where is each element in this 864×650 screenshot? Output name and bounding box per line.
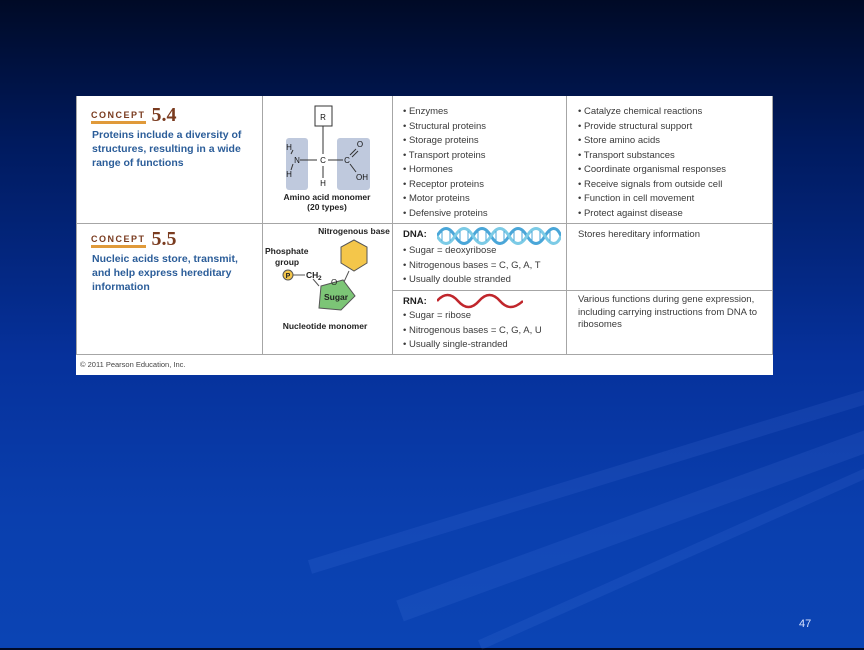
dna-properties-list (403, 244, 541, 288)
concept-table-panel (76, 96, 773, 375)
concept-number: 5.5 (151, 228, 177, 250)
list-item: • Provide structural support (578, 120, 726, 135)
nucleotide-diagram (263, 224, 392, 354)
list-item: • Storage proteins (403, 134, 488, 149)
background-streak (396, 395, 864, 621)
list-item: • Sugar = ribose (403, 309, 542, 324)
rna-strand-icon (437, 293, 523, 309)
r-label: R (320, 113, 326, 122)
ch2-subscript: 2 (318, 275, 322, 282)
list-item: • Transport substances (578, 149, 726, 164)
concept-5-4-header (91, 106, 177, 124)
rna-properties-list (403, 309, 542, 353)
concept-description: Nucleic acids store, transmit, and help express hereditary information (92, 253, 238, 293)
rna-function: Various functions during gene expression, including carrying instructions from DNA to ribosomes (578, 294, 757, 330)
list-item: • Structural proteins (403, 120, 488, 135)
concept-number: 5.4 (151, 104, 177, 126)
background-streak (308, 356, 864, 574)
list-item: • Nitrogenous bases = C, G, A, T (403, 259, 541, 274)
nitrogenous-base-hexagon (341, 240, 367, 271)
sugar-label: Sugar (323, 292, 349, 302)
grid-line (76, 354, 773, 355)
list-item: • Catalyze chemical reactions (578, 105, 726, 120)
c-carboxyl-label: C (344, 156, 350, 165)
nucleotide-caption: Nucleotide monomer (282, 321, 368, 331)
list-item: • Hormones (403, 163, 488, 178)
rna-heading: RNA: (403, 296, 427, 307)
list-item: • Transport proteins (403, 149, 488, 164)
n-label: N (294, 156, 300, 165)
list-item: • Coordinate organismal responses (578, 163, 726, 178)
list-item: • Receptor proteins (403, 178, 488, 193)
list-item: • Usually single-stranded (403, 338, 542, 353)
phosphate-label: Phosphate (265, 246, 309, 256)
list-item: • Nitrogenous bases = C, G, A, U (403, 324, 542, 339)
carboxyl-group-shading (337, 138, 370, 190)
concept-label: CONCEPT (91, 234, 146, 248)
list-item: • Usually double stranded (403, 273, 541, 288)
list-item: • Store amino acids (578, 134, 726, 149)
o-label: O (356, 140, 364, 149)
caption-line: Amino acid monomer (283, 192, 371, 202)
rna-cell (393, 291, 566, 354)
copyright-notice: © 2011 Pearson Education, Inc. (80, 360, 186, 369)
concept-label: CONCEPT (91, 110, 146, 124)
h-label: H (286, 143, 292, 152)
p-label: P (285, 273, 291, 280)
caption-line: (20 types) (307, 202, 347, 212)
oh-label: OH (356, 173, 368, 182)
protein-functions-list (578, 105, 726, 221)
h-label: H (320, 179, 326, 188)
list-item: • Enzymes (403, 105, 488, 120)
group-label: group (275, 257, 300, 267)
concept-description: Proteins include a diversity of structures, resulting in a wide range of functions (92, 129, 242, 169)
grid-line (76, 96, 77, 355)
nitrogenous-base-label: Nitrogenous base (318, 226, 390, 236)
list-item: • Sugar = deoxyribose (403, 244, 541, 259)
protein-types-list (403, 105, 488, 221)
list-item: • Protect against disease (578, 207, 726, 222)
dna-function: Stores hereditary information (578, 229, 700, 240)
list-item: • Defensive proteins (403, 207, 488, 222)
dna-helix-icon (437, 226, 561, 246)
o-label: O (331, 278, 338, 287)
dna-heading: DNA: (403, 229, 427, 240)
amino-acid-caption (272, 192, 382, 212)
grid-line (772, 96, 773, 355)
dna-cell (393, 224, 566, 290)
nucleotide-structure (263, 224, 392, 354)
grid-line (566, 96, 567, 355)
c-alpha-label: C (320, 156, 326, 165)
list-item: • Function in cell movement (578, 192, 726, 207)
page-number: 47 (799, 618, 812, 630)
list-item: • Receive signals from outside cell (578, 178, 726, 193)
concept-5-5-header (91, 230, 177, 248)
ch2-label: CH (306, 270, 319, 280)
h-label: H (286, 170, 292, 179)
list-item: • Motor proteins (403, 192, 488, 207)
